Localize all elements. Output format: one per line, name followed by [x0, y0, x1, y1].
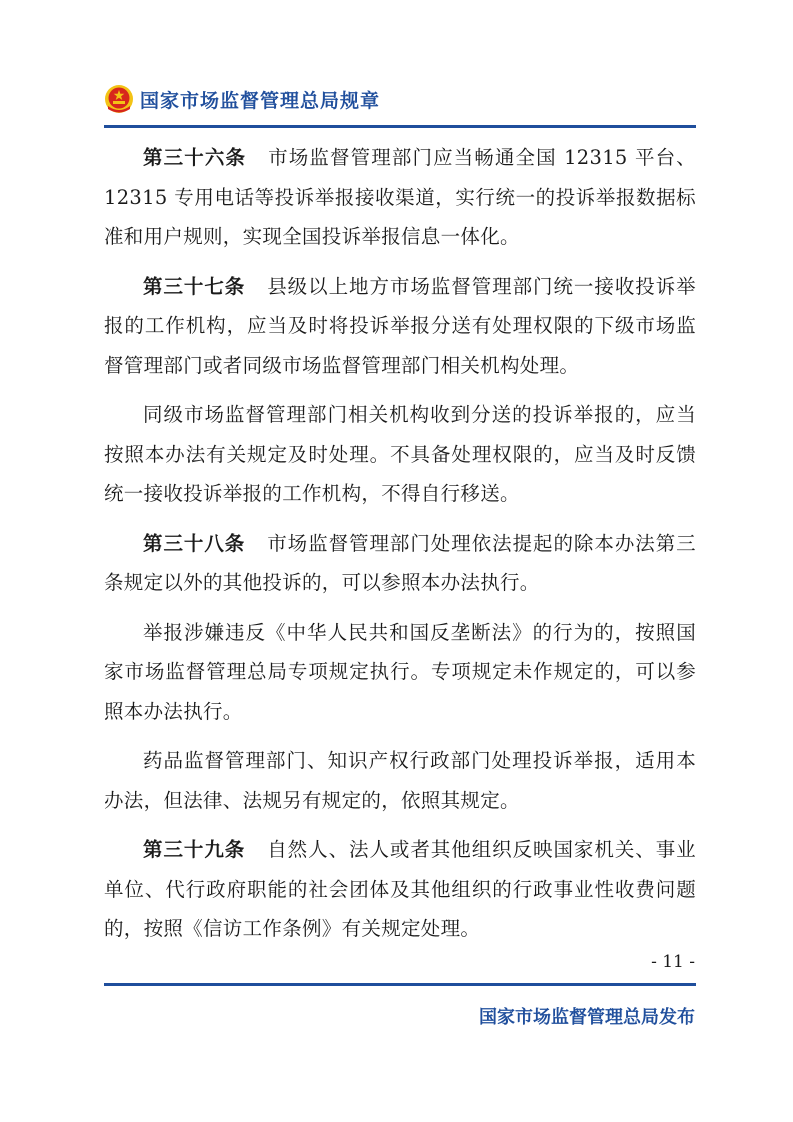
- page-number: - 11 -: [651, 952, 695, 972]
- footer-divider: [104, 983, 696, 986]
- article-label: 第三十九条: [143, 838, 246, 861]
- article-paragraph: [104, 267, 696, 386]
- article-paragraph: [104, 524, 696, 603]
- national-emblem-icon: [104, 84, 134, 114]
- article-label: 第三十八条: [143, 531, 246, 555]
- article-paragraph: [104, 613, 696, 732]
- article-paragraph: [104, 138, 696, 257]
- article-text: 市场监督管理部门处理依法提起的除本办法第三条规定以外的其他投诉的，可以参照本办法执行。: [104, 531, 696, 594]
- article-text: 自然人、法人或者其他组织反映国家机关、事业单位、代行政府职能的社会团体及其他组织的行政事业性收费问题的，按照《信访工作条例》有关规定处理。: [104, 838, 696, 940]
- article-paragraph: [104, 830, 696, 949]
- article-text: 举报涉嫌违反《中华人民共和国反垄断法》的行为的，按照国家市场监督管理总局专项规定执行。专项规定未作规定的，可以参照本办法执行。: [104, 620, 696, 723]
- article-text: 同级市场监督管理部门相关机构收到分送的投诉举报的，应当按照本办法有关规定及时处理。不具备处理权限的，应当及时反馈统一接收投诉举报的工作机构，不得自行移送。: [104, 403, 696, 505]
- article-label: 第三十六条: [143, 146, 247, 169]
- article-text: 市场监督管理部门应当畅通全国 12315 平台、12315 专用电话等投诉举报接收渠道，实行统一的投诉举报数据标准和用户规则，实现全国投诉举报信息一体化。: [104, 146, 696, 248]
- footer-publisher: 国家市场监督管理总局发布: [479, 1007, 695, 1028]
- header-divider: [104, 125, 696, 128]
- article-text: 药品监督管理部门、知识产权行政部门处理投诉举报，适用本办法，但法律、法规另有规定的，依照其规定。: [104, 749, 696, 812]
- article-label: 第三十七条: [143, 274, 246, 298]
- article-text: 县级以上地方市场监督管理部门统一接收投诉举报的工作机构，应当及时将投诉举报分送有处理权限的下级市场监督管理部门或者同级市场监督管理部门相关机构处理。: [104, 274, 696, 377]
- document-header: [104, 82, 696, 122]
- article-paragraph: [104, 741, 696, 820]
- document-body: [104, 138, 696, 959]
- article-paragraph: [104, 395, 696, 514]
- header-title: 国家市场监督管理总局规章: [140, 90, 381, 112]
